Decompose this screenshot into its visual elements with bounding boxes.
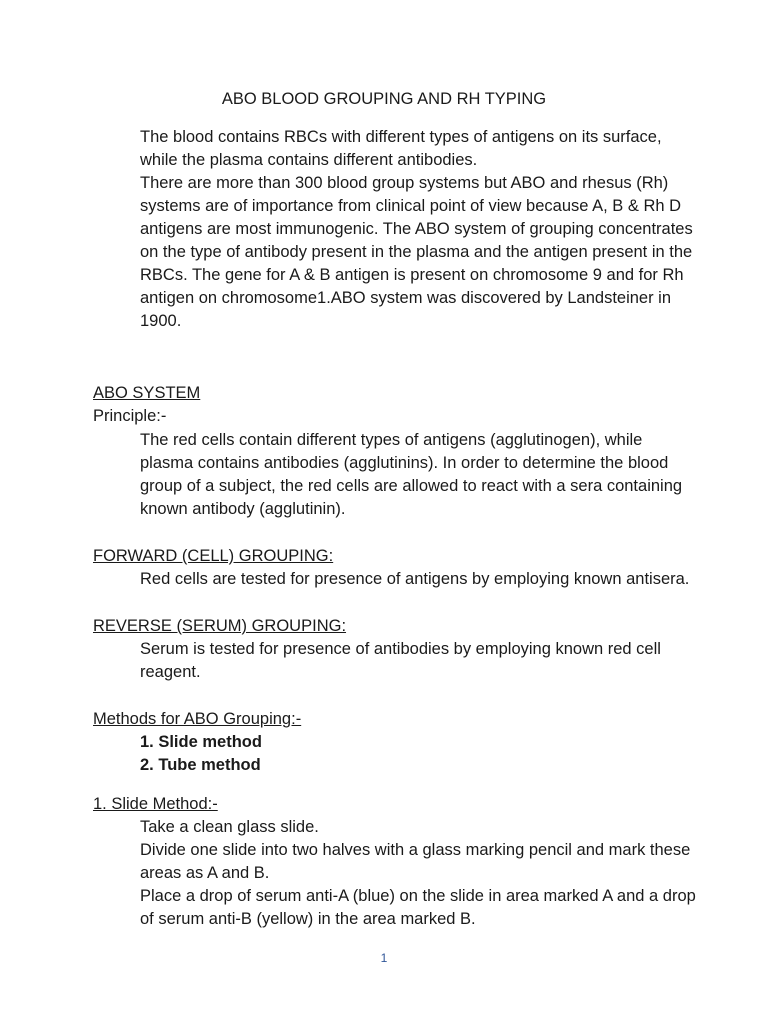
- methods-heading: [93, 708, 653, 731]
- intro-section: [140, 126, 700, 333]
- forward-grouping-text: Red cells are tested for presence of antigens by employing known antisera.: [140, 570, 690, 588]
- slide-method-heading: [93, 793, 653, 816]
- principle-text: The red cells contain different types of antigens (agglutinogen), while plasma contains antibodies (agglutinins). In order to determine the blood group of a subject, the red cells are allowed to react with a sera containing known antibody (agglutinin).: [140, 431, 683, 518]
- intro-paragraph-2: There are more than 300 blood group systems but ABO and rhesus (Rh) systems are of importance from clinical point of view because A, B & Rh D antigens are most immunogenic. The ABO system of grouping concentrates on the type of antibody present in the plasma and the antigen present in the RBCs. The gene for A & B antigen is present on chromosome 9 and for Rh antigen on chromosome1.ABO system was discovered by Landsteiner in 1900.: [140, 174, 693, 330]
- method-item-slide: 1. Slide method: [140, 733, 262, 751]
- slide-method-steps: [140, 816, 700, 931]
- reverse-grouping-heading: [93, 615, 653, 638]
- page-number: 1: [380, 951, 388, 965]
- forward-grouping-heading: [93, 545, 653, 568]
- principle-label: Principle:-: [93, 407, 167, 425]
- intro-paragraph-1: The blood contains RBCs with different types of antigens on its surface, while the plasma contains different antibodies.: [140, 128, 662, 169]
- forward-grouping-heading-text: FORWARD (CELL) GROUPING:: [93, 547, 334, 565]
- reverse-grouping-text: Serum is tested for presence of antibodies by employing known red cell reagent.: [140, 640, 661, 681]
- slide-step-2: Divide one slide into two halves with a glass marking pencil and mark these areas as A and B.: [140, 841, 691, 882]
- methods-heading-text: Methods for ABO Grouping:-: [93, 710, 302, 728]
- abo-system-heading: [93, 382, 653, 405]
- slide-method-heading-text: 1. Slide Method:-: [93, 795, 218, 813]
- method-item-tube: 2. Tube method: [140, 756, 261, 774]
- slide-step-1: Take a clean glass slide.: [140, 818, 319, 836]
- slide-step-3: Place a drop of serum anti-A (blue) on the slide in area marked A and a drop of serum anti-B (yellow) in the area marked B.: [140, 887, 696, 928]
- reverse-grouping-heading-text: REVERSE (SERUM) GROUPING:: [93, 617, 347, 635]
- page-title: ABO BLOOD GROUPING AND RH TYPING: [221, 90, 547, 108]
- abo-system-heading-text: ABO SYSTEM: [93, 384, 201, 402]
